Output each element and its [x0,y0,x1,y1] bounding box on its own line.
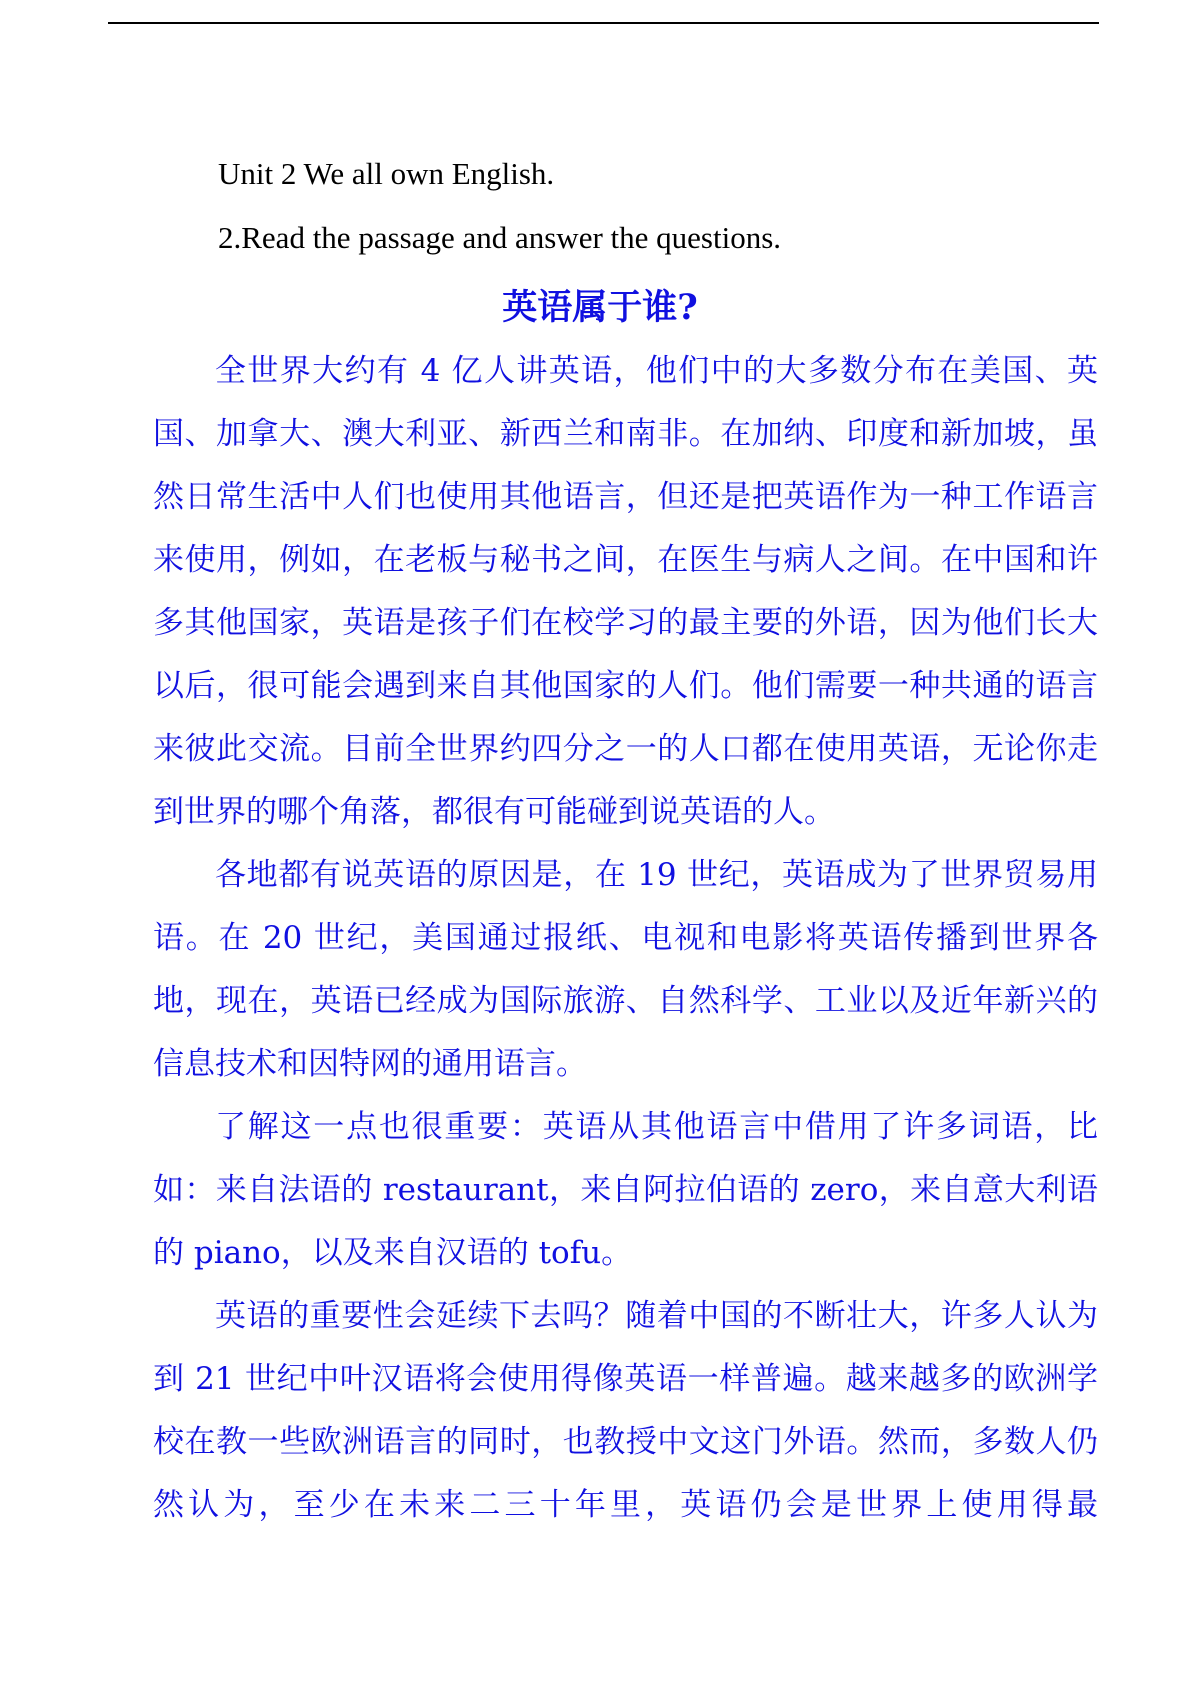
paragraph-3: 了解这一点也很重要：英语从其他语言中借用了许多词语，比如：来自法语的 restaurant，来自阿拉伯语的 zero，来自意大利语的 piano，以及来自汉语的 tofu。 [153,1109,1098,1271]
passage-title: 英语属于谁? [502,287,698,328]
unit-title: Unit 2 We all own English. [218,156,555,191]
paragraph-1: 全世界大约有 4 亿人讲英语，他们中的大多数分布在美国、英国、加拿大、澳大利亚、新西兰和南非。在加纳、印度和新加坡，虽然日常生活中人们也使用其他语言，但还是把英语作为一种工作语言来使用，例如，在老板与秘书之间，在医生与病人之间。在中国和许多其他国家，英语是孩子们在校学习的最主要的外语，因为他们长大以后，很可能会遇到来自其他国家的人们。他们需要一种共通的语言来彼此交流。目前全世界约四分之一的人口都在使用英语，无论你走到世界的哪个角落，都很有可能碰到说英语的人。 [153,353,1098,830]
instruction: 2.Read the passage and answer the questions. [218,220,782,255]
header-rule [108,22,1099,24]
paragraph-2: 各地都有说英语的原因是，在 19 世纪，英语成为了世界贸易用语。在 20 世纪，美国通过报纸、电视和电影将英语传播到世界各地，现在，英语已经成为国际旅游、自然科学、工业以及近年新兴的信息技术和因特网的通用语言。 [153,857,1098,1082]
paragraph-4: 英语的重要性会延续下去吗？随着中国的不断壮大，许多人认为到 21 世纪中叶汉语将会使用得像英语一样普遍。越来越多的欧洲学校在教一些欧洲语言的同时，也教授中文这门外语。然而，多数人仍然认为，至少在未来二三十年里，英语仍会是世界上使用得最 [153,1298,1098,1523]
passage-body [153,340,1098,1537]
